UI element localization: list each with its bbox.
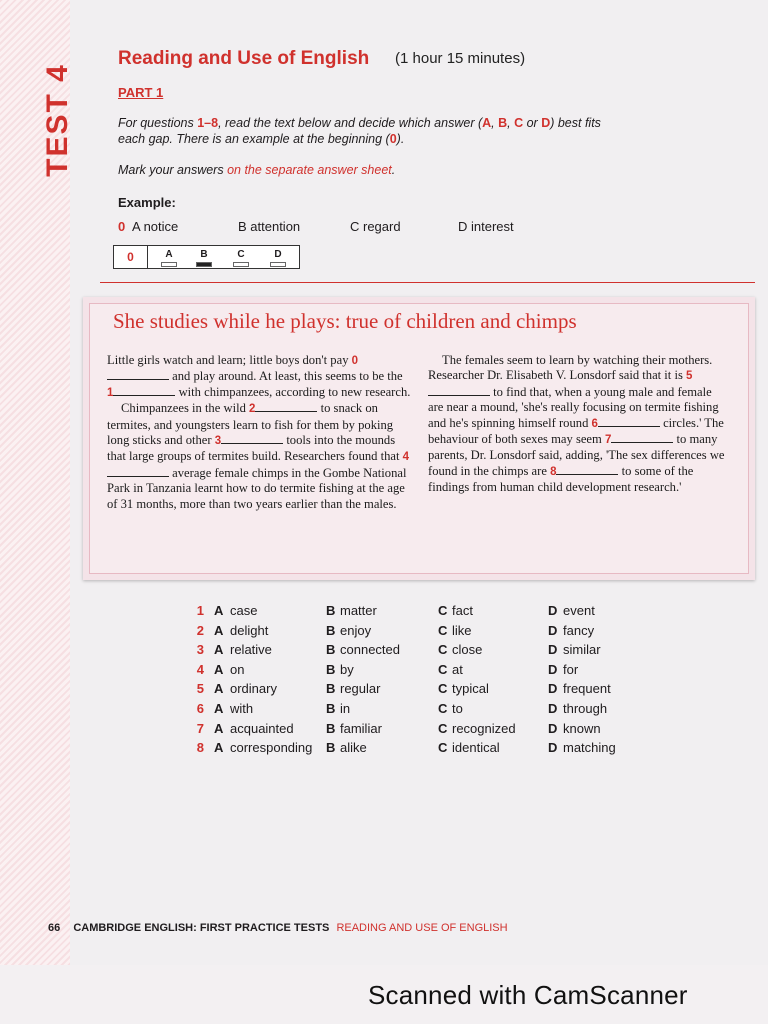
question-row: 2 A delight B enjoy C like D fancy <box>196 622 595 638</box>
passage-left-column: Little girls watch and learn; little boys don't pay 0 and play around. At least, this seems to be the 1 with chimpanzees, according to new research. Chimpanzees in the wild 2 to snack on termites, and youngsters learn to fish for them by poking long sticks and other 3 tools into the mounds that large groups of termites build. Researchers found that 4 average female chimps in the Gombe National Park in Tanzania learnt how to do termite fishing at the age of 31 months, more than two years earlier than the males. <box>107 353 411 511</box>
mark-instructions: Mark your answers on the separate answer sheet. <box>118 163 396 177</box>
passage-box <box>83 297 755 580</box>
answer-box-option-b: B <box>194 249 214 267</box>
footer-section: READING AND USE OF ENGLISH <box>336 922 508 934</box>
example-answer-box <box>113 245 300 269</box>
question-row: 3 A relative B connected C close D similar <box>196 642 601 658</box>
passage-right-column: The females seem to learn by watching their mothers. Researcher Dr. Elisabeth V. Lonsdorf said that it is 5 to find that, when a young male and female are near a mound, 'she's really focusing on termite fishing and he's spinning himself round 6 circles.' The behaviour of both sexes may seem 7 to many parents, Dr. Lonsdorf said, adding, 'The sex differences we found in the chimps are 8 to some of the findings from human child development research.' <box>428 353 725 495</box>
example-option-a: A notice <box>132 219 179 234</box>
question-row: 6 A with B in C to D through <box>196 700 608 716</box>
example-option-b: B attention <box>238 219 301 234</box>
page-footer <box>48 922 508 934</box>
example-number: 0 <box>118 219 126 234</box>
scanner-watermark: Scanned with CamScanner <box>368 980 688 1010</box>
instructions: For questions 1–8, read the text below and decide which answer (A, B, C or D) best fits each gap. There is an example at the beginning (0). <box>118 116 601 146</box>
part-label: PART 1 <box>118 85 164 100</box>
page-number: 66 <box>48 922 61 934</box>
question-row: 8 A corresponding B alike C identical D matching <box>196 740 616 756</box>
question-row: 5 A ordinary B regular C typical D frequent <box>196 681 611 697</box>
section-duration: (1 hour 15 minutes) <box>395 50 526 67</box>
example-option-d: D interest <box>458 219 514 234</box>
answer-box-option-a: A <box>159 249 179 267</box>
test-label: TEST 4 <box>41 63 74 177</box>
answer-box-option-c: C <box>231 249 251 267</box>
example-option-c: C regard <box>350 219 401 234</box>
divider <box>100 282 755 283</box>
answer-box-number: 0 <box>114 246 148 268</box>
answer-options <box>190 603 650 760</box>
question-row: 4 A on B by C at D for <box>196 661 579 677</box>
question-row: 7 A acquainted B familiar C recognized D known <box>196 720 601 736</box>
answer-box-option-d: D <box>268 249 288 267</box>
example-label: Example: <box>118 195 176 210</box>
section-title: Reading and Use of English <box>118 48 370 69</box>
passage-title: She studies while he plays: true of children and chimps <box>113 309 577 333</box>
question-row: 1 A case B matter C fact D event <box>196 603 595 618</box>
book-title: CAMBRIDGE ENGLISH: FIRST PRACTICE TESTS <box>73 922 330 934</box>
